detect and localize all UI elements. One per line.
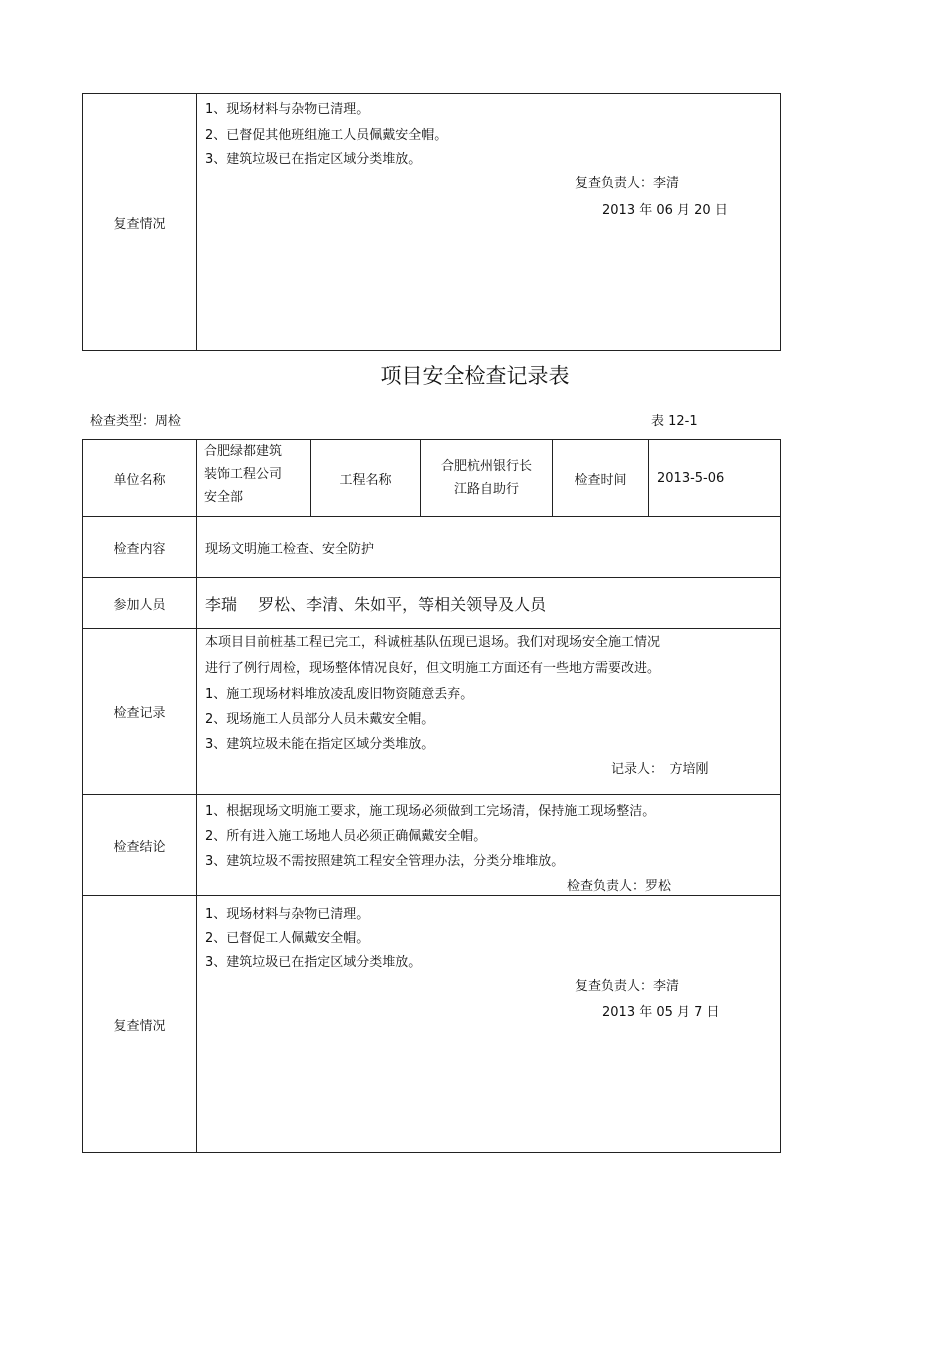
project-label: 工程名称 xyxy=(311,440,421,517)
conclusion-signer: 检查负责人：罗松 xyxy=(567,879,672,894)
recorder: 记录人： 方培刚 xyxy=(611,762,709,777)
inspection-table xyxy=(82,439,781,1153)
conclusion-line: 2、所有进入施工场地人员必须正确佩戴安全帽。 xyxy=(205,829,487,844)
project-value: 合肥杭州银行长 江路自助行 xyxy=(421,440,553,517)
content-value: 现场文明施工检查、安全防护 xyxy=(197,517,781,578)
time-value: 2013-5-06 xyxy=(649,440,781,517)
record-line: 2、现场施工人员部分人员未戴安全帽。 xyxy=(205,712,435,727)
prev-review-date: 2013 年 06 月 20 日 xyxy=(602,203,728,218)
conclusion-line: 3、建筑垃圾不需按照建筑工程安全管理办法，分类分堆堆放。 xyxy=(205,854,565,869)
review-item: 1、现场材料与杂物已清理。 xyxy=(205,907,370,922)
prev-review-label: 复查情况 xyxy=(83,94,197,351)
prev-review-table xyxy=(82,93,781,351)
unit-label: 单位名称 xyxy=(83,440,197,517)
participants-label: 参加人员 xyxy=(83,578,197,629)
prev-review-item: 1、现场材料与杂物已清理。 xyxy=(205,102,370,117)
record-line: 本项目目前桩基工程已完工，科诚桩基队伍现已退场。我们对现场安全施工情况 xyxy=(205,635,661,650)
conclusion-line: 1、根据现场文明施工要求，施工现场必须做到工完场清，保持施工现场整洁。 xyxy=(205,804,656,819)
record-cell xyxy=(197,629,781,795)
conclusion-cell xyxy=(197,795,781,896)
prev-review-item: 2、已督促其他班组施工人员佩戴安全帽。 xyxy=(205,128,448,143)
check-type: 检查类型：周检 xyxy=(90,414,182,429)
record-line: 进行了例行周检，现场整体情况良好，但文明施工方面还有一些地方需要改进。 xyxy=(205,661,661,676)
record-line: 3、建筑垃圾未能在指定区域分类堆放。 xyxy=(205,737,435,752)
prev-review-item: 3、建筑垃圾已在指定区域分类堆放。 xyxy=(205,152,422,167)
review-item: 3、建筑垃圾已在指定区域分类堆放。 xyxy=(205,955,422,970)
time-label: 检查时间 xyxy=(553,440,649,517)
participants-value: 李瑞 罗松、李清、朱如平，等相关领导及人员 xyxy=(197,578,781,629)
review-label: 复查情况 xyxy=(83,896,197,1153)
form-number: 表 12-1 xyxy=(651,414,698,429)
review-item: 2、已督促工人佩戴安全帽。 xyxy=(205,931,370,946)
content-label: 检查内容 xyxy=(83,517,197,578)
record-line: 1、施工现场材料堆放凌乱废旧物资随意丢弃。 xyxy=(205,687,474,702)
page-title: 项目安全检查记录表 xyxy=(380,364,570,388)
record-label: 检查记录 xyxy=(83,629,197,795)
prev-review-signer: 复查负责人：李清 xyxy=(575,176,680,191)
conclusion-label: 检查结论 xyxy=(83,795,197,896)
review-date: 2013 年 05 月 7 日 xyxy=(602,1005,720,1020)
unit-value: 合肥绿都建筑 装饰工程公司 安全部 xyxy=(197,440,311,517)
review-signer: 复查负责人：李清 xyxy=(575,979,680,994)
review-cell xyxy=(197,896,781,1153)
prev-review-cell xyxy=(197,94,781,351)
